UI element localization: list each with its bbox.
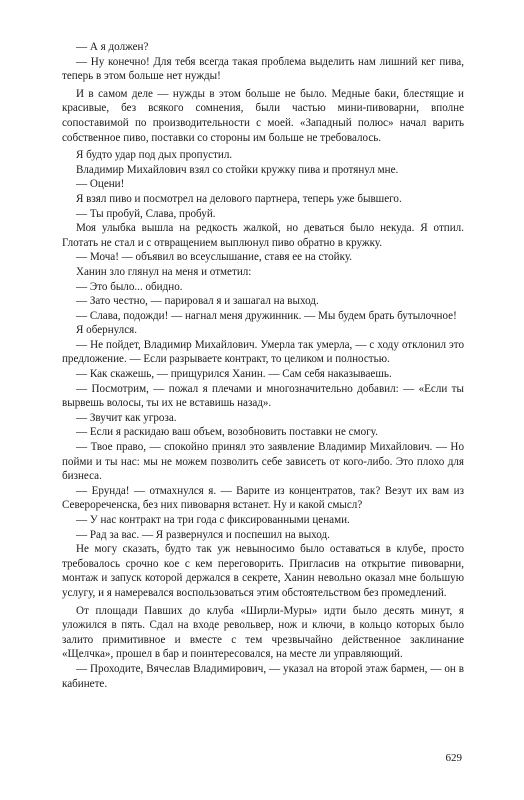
paragraph: — Как скажешь, — прищурился Ханин. — Сам себя наказываешь. [76,368,392,381]
paragraph: — Твое право, — спокойно принял это заявление Владимир Михайлович. — Но пойми и ты нас: мы не можем позволить себе зависеть от кого-либо. Это плохо для бизнеса. [62,441,464,483]
paragraph: Не могу сказать, будто так уж невыносимо было оставаться в клубе, просто требовалось срочно кое с кем переговорить. Пригласив на открытие пивоварни, монтаж и запуск которой держался в секрете, Ханин невольно оказал мне большую услугу, и я намеревался воспользоваться этим обстоятельством без промедлений. [62,543,464,599]
paragraph: — Звучит как угроза. [76,411,177,424]
paragraph: Я будто удар под дых пропустил. [76,149,233,162]
paragraph: И в самом деле — нужды в этом больше не было. Медные баки, блестящие и красивые, без всякого сомнения, были частью мини-пивоварни, вполне сопоставимой по производительности с моей. «Западный полюс» начал варить собственное пиво, поставки со стороны им больше не требовалось. [62,87,464,144]
paragraph: Я взял пиво и посмотрел на делового партнера, теперь уже бывшего. [76,192,402,205]
paragraph: — Посмотрим, — пожал я плечами и многозначительно добавил: — «Если ты вырвешь волосы, ты их не вставишь назад». [62,382,464,410]
paragraph: — Не пойдет, Владимир Михайлович. Умерла так умерла, — с ходу отклонил это предложение. — Если разрываете контракт, то целиком и полностью. [62,338,464,366]
paragraph: — Это было... обидно. [76,280,183,293]
paragraph: — Ну конечно! Для тебя всегда такая проблема выделить нам лишний кег пива, теперь в этом больше нет нужды! [62,55,464,83]
paragraph: — Моча! — объявил во всеуслышание, ставя ее на стойку. [76,251,353,264]
paragraph: — У нас контракт на три года с фиксированными ценами. [76,514,350,526]
paragraph: — Слава, подожди! — нагнал меня дружинник. — Мы будем брать бутылочное! [76,309,457,322]
paragraph: Владимир Михайлович взял со стойки кружку пива и протянул мне. [76,163,399,176]
paragraph: — Зато честно, — парировал я и зашагал на выход. [76,295,319,308]
paragraph: — Если я раскидаю ваш объем, возобновить поставки не смогу. [76,426,378,439]
paragraph: Я обернулся. [76,324,138,337]
paragraph: — А я должен? [76,41,149,53]
paragraph: — Проходите, Вячеслав Владимирович, — указал на второй этаж бармен, — он в кабинете. [62,662,464,690]
paragraph: От площади Павших до клуба «Ширли-Муры» идти было десять минут, я уложился в пять. Сдал на входе револьвер, нож и ключи, в кольцо которых было залито примитивное и вместе с тем чрезвычайно действенное заклинание «Щелчка», прошел в бар и поинтересовался, на месте ли управляющий. [62,604,464,661]
page-number: 629 [445,752,462,764]
paragraph: Ханин зло глянул на меня и отметил: [76,265,252,278]
paragraph: — Ерунда! — отмахнулся я. — Варите из концентратов, так? Везут их вам из Северореченска, без них пивоварня встанет. Ну и какой смысл? [62,484,464,512]
page-text [62,40,464,691]
paragraph: — Оцени! [76,178,125,191]
paragraph: Моя улыбка вышла на редкость жалкой, но деваться было некуда. Я отпил. Глотать не стал и с отвращением выплюнул пиво обратно в кружку. [62,222,464,249]
paragraph: — Рад за вас. — Я развернулся и поспешил на выход. [76,528,330,541]
paragraph: — Ты пробуй, Слава, пробуй. [76,207,216,220]
